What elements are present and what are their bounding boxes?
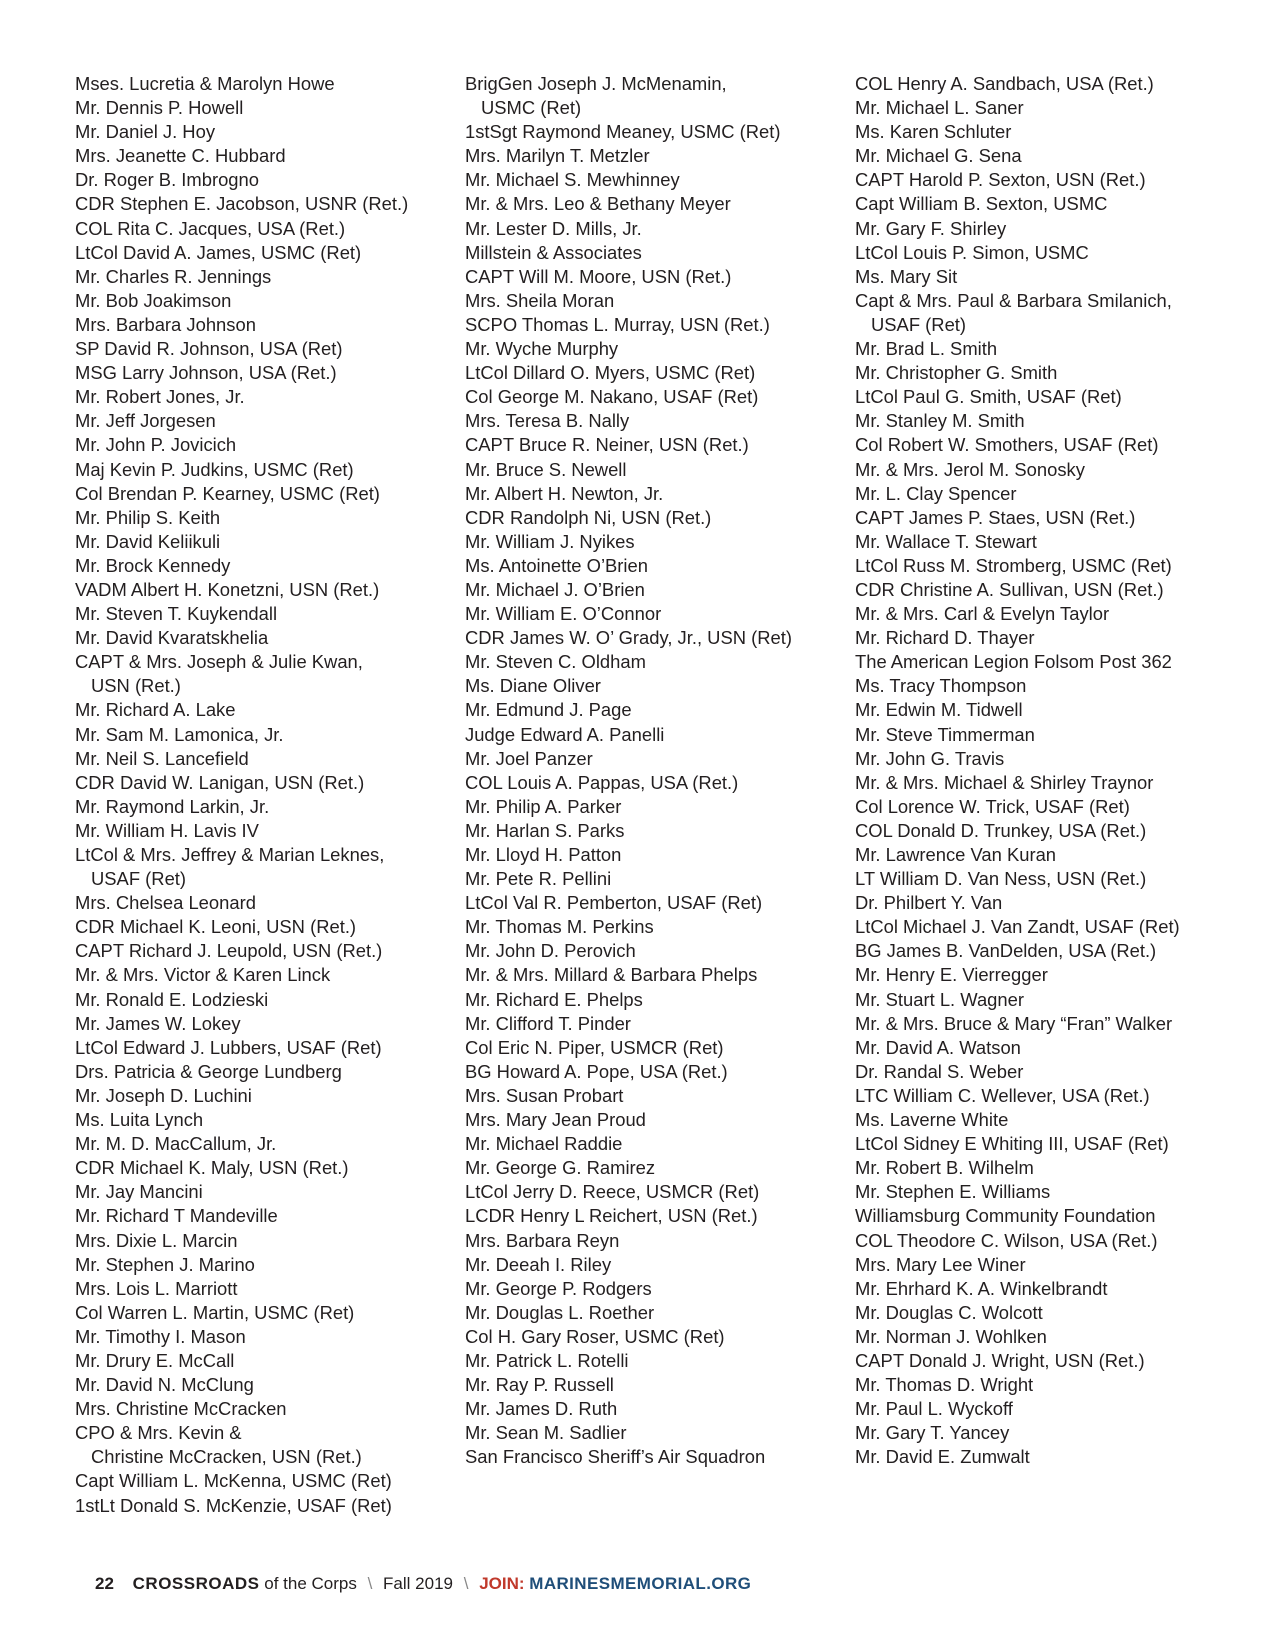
donor-name: Col Warren L. Martin, USMC (Ret): [75, 1301, 355, 1323]
join-label: JOIN:: [479, 1574, 525, 1593]
donor-name: Mr. Philip S. Keith: [75, 506, 221, 528]
donor-name: Mr. Dennis P. Howell: [75, 97, 244, 119]
donor-name: Mr. Charles R. Jennings: [75, 265, 272, 287]
donor-name: SP David R. Johnson, USA (Ret): [75, 338, 343, 360]
donor-name: Mr. James D. Ruth: [465, 1398, 618, 1420]
donor-name: Mr. Clifford T. Pinder: [465, 1012, 631, 1034]
donor-name: Col Eric N. Piper, USMCR (Ret): [465, 1036, 724, 1058]
donor-name: CPO & Mrs. Kevin &: [75, 1422, 242, 1444]
donor-name: LCDR Henry L Reichert, USN (Ret.): [465, 1205, 758, 1227]
donor-name: BG Howard A. Pope, USA (Ret.): [465, 1060, 728, 1082]
donor-name: Mr. Robert Jones, Jr.: [75, 386, 245, 408]
donor-column-2: [465, 72, 855, 1512]
donor-name: Mr. Ehrhard K. A. Winkelbrandt: [855, 1277, 1108, 1299]
donor-name: LtCol Val R. Pemberton, USAF (Ret): [465, 892, 763, 914]
website-link[interactable]: MARINESMEMORIAL.ORG: [529, 1574, 752, 1593]
donor-name: LtCol & Mrs. Jeffrey & Marian Leknes,: [75, 844, 385, 865]
donor-name: Mr. Richard E. Phelps: [465, 988, 643, 1010]
donor-name: Mrs. Chelsea Leonard: [75, 892, 256, 914]
donor-name: MSG Larry Johnson, USA (Ret.): [75, 362, 337, 384]
footer-separator: \: [463, 1574, 469, 1593]
donor-name: Mr. Henry E. Vierregger: [855, 964, 1048, 986]
donor-name: Dr. Roger B. Imbrogno: [75, 169, 259, 191]
donor-name: CDR David W. Lanigan, USN (Ret.): [75, 771, 365, 793]
donor-name: Mr. Norman J. Wohlken: [855, 1325, 1047, 1347]
page-number: 22: [95, 1574, 114, 1593]
donor-name: Col Robert W. Smothers, USAF (Ret): [855, 434, 1159, 456]
donor-name: Mr. Edwin M. Tidwell: [855, 699, 1023, 721]
donor-name: CDR Christine A. Sullivan, USN (Ret.): [855, 578, 1164, 600]
donor-name: Ms. Karen Schluter: [855, 121, 1012, 143]
donor-name: Mrs. Teresa B. Nally: [465, 410, 630, 432]
donor-name: VADM Albert H. Konetzni, USN (Ret.): [75, 578, 380, 600]
donor-name: Mr. Steven T. Kuykendall: [75, 603, 278, 625]
donor-name: Mr. Edmund J. Page: [465, 699, 632, 721]
magazine-brand: CROSSROADS: [132, 1574, 260, 1593]
donor-name: Mr. Brad L. Smith: [855, 338, 998, 360]
donor-name: COL Henry A. Sandbach, USA (Ret.): [855, 73, 1154, 94]
donor-name: Mr. George P. Rodgers: [465, 1277, 652, 1299]
donor-name: The American Legion Folsom Post 362: [855, 651, 1172, 673]
donor-name: LtCol Michael J. Van Zandt, USAF (Ret): [855, 916, 1180, 938]
donor-column-1: [75, 72, 465, 1516]
donor-name: CAPT Donald J. Wright, USN (Ret.): [855, 1349, 1145, 1371]
donor-name: Col Brendan P. Kearney, USMC (Ret): [75, 482, 380, 504]
donor-name: Maj Kevin P. Judkins, USMC (Ret): [75, 458, 354, 480]
donor-name: Mr. Timothy I. Mason: [75, 1325, 246, 1347]
donor-name: CDR Michael K. Maly, USN (Ret.): [75, 1157, 349, 1179]
donor-name: Mr. Steve Timmerman: [855, 723, 1035, 745]
donor-name: LT William D. Van Ness, USN (Ret.): [855, 868, 1147, 890]
donor-name: BG James B. VanDelden, USA (Ret.): [855, 940, 1157, 962]
donor-name: Mr. Brock Kennedy: [75, 554, 231, 576]
donor-name: Mr. & Mrs. Victor & Karen Linck: [75, 964, 331, 986]
donor-name: Mr. Lawrence Van Kuran: [855, 844, 1057, 865]
donor-name: USMC (Ret): [481, 97, 582, 119]
donor-name: Mrs. Marilyn T. Metzler: [465, 145, 650, 167]
donor-name: Mr. Bob Joakimson: [75, 289, 232, 311]
donor-name: Mr. Stanley M. Smith: [855, 410, 1025, 432]
donor-name: LtCol Louis P. Simon, USMC: [855, 241, 1089, 263]
donor-name: Mr. Christopher G. Smith: [855, 362, 1058, 384]
magazine-brand-suffix: of the Corps: [259, 1574, 357, 1593]
donor-name: LtCol Edward J. Lubbers, USAF (Ret): [75, 1036, 382, 1058]
donor-name: Mrs. Jeanette C. Hubbard: [75, 145, 286, 167]
donor-name: COL Rita C. Jacques, USA (Ret.): [75, 217, 346, 239]
donor-name: Mr. James W. Lokey: [75, 1012, 241, 1034]
donor-name: Mrs. Christine McCracken: [75, 1398, 287, 1420]
donor-name: Ms. Laverne White: [855, 1109, 1009, 1131]
donor-name: Mr. Sean M. Sadlier: [465, 1422, 627, 1444]
donor-name: Mr. Richard T Mandeville: [75, 1205, 278, 1227]
donor-name: Mr. Thomas M. Perkins: [465, 916, 654, 938]
donor-name: CAPT Harold P. Sexton, USN (Ret.): [855, 169, 1146, 191]
donor-name: Mr. William E. O’Connor: [465, 603, 662, 625]
donor-name: Mr. & Mrs. Bruce & Mary “Fran” Walker: [855, 1012, 1173, 1034]
donor-name: Mr. Michael L. Saner: [855, 97, 1024, 119]
donor-name: Mr. Michael G. Sena: [855, 145, 1022, 167]
donor-name: Mrs. Mary Jean Proud: [465, 1109, 646, 1131]
donor-name: CAPT Bruce R. Neiner, USN (Ret.): [465, 434, 749, 456]
donor-name: CAPT Richard J. Leupold, USN (Ret.): [75, 940, 383, 962]
donor-name: Millstein & Associates: [465, 241, 642, 263]
donor-name: Mrs. Lois L. Marriott: [75, 1277, 238, 1299]
donor-name: BrigGen Joseph J. McMenamin,: [465, 73, 727, 94]
donor-name: Mr. Stephen J. Marino: [75, 1253, 255, 1275]
donor-name: Mr. & Mrs. Carl & Evelyn Taylor: [855, 603, 1110, 625]
donor-name: Capt William L. McKenna, USMC (Ret): [75, 1470, 392, 1492]
donor-name: Ms. Tracy Thompson: [855, 675, 1027, 697]
donor-name: COL Louis A. Pappas, USA (Ret.): [465, 771, 739, 793]
donor-name: LTC William C. Wellever, USA (Ret.): [855, 1084, 1150, 1106]
donor-name: Drs. Patricia & George Lundberg: [75, 1060, 342, 1082]
donor-name: Mr. & Mrs. Leo & Bethany Meyer: [465, 193, 731, 215]
donor-name: Mr. Michael S. Mewhinney: [465, 169, 680, 191]
donor-name: LtCol David A. James, USMC (Ret): [75, 241, 362, 263]
donor-name: Mr. Drury E. McCall: [75, 1349, 235, 1371]
donor-name: Mrs. Barbara Johnson: [75, 313, 256, 335]
donor-name: Mr. Bruce S. Newell: [465, 458, 627, 480]
donor-name: Mr. Ray P. Russell: [465, 1374, 614, 1396]
donor-name: Mr. Stuart L. Wagner: [855, 988, 1024, 1010]
donor-name: Mr. Steven C. Oldham: [465, 651, 646, 673]
donor-name: Mr. Michael J. O’Brien: [465, 578, 645, 600]
donor-name: Ms. Luita Lynch: [75, 1109, 204, 1131]
donor-name: 1stLt Donald S. McKenzie, USAF (Ret): [75, 1494, 392, 1516]
donor-name: Ms. Diane Oliver: [465, 675, 601, 697]
donor-name: Mr. Daniel J. Hoy: [75, 121, 216, 143]
donor-name: Mr. Joel Panzer: [465, 747, 593, 769]
donor-name: Mr. Albert H. Newton, Jr.: [465, 482, 664, 504]
donor-name: Judge Edward A. Panelli: [465, 723, 665, 745]
donor-name: Mr. Thomas D. Wright: [855, 1374, 1034, 1396]
donor-name: Mr. David Keliikuli: [75, 530, 221, 552]
donor-name: CDR James W. O’ Grady, Jr., USN (Ret): [465, 627, 792, 649]
donor-name: LtCol Sidney E Whiting III, USAF (Ret): [855, 1133, 1169, 1155]
donor-name: Mr. Patrick L. Rotelli: [465, 1349, 629, 1371]
donor-name: CDR Stephen E. Jacobson, USNR (Ret.): [75, 193, 409, 215]
donor-name: USAF (Ret): [91, 868, 187, 890]
donor-name: Mr. Gary F. Shirley: [855, 217, 1007, 239]
donor-name: LtCol Jerry D. Reece, USMCR (Ret): [465, 1181, 760, 1203]
donor-name: Mr. Lloyd H. Patton: [465, 844, 622, 865]
donor-name: CAPT Will M. Moore, USN (Ret.): [465, 265, 732, 287]
donor-name: Mr. Richard D. Thayer: [855, 627, 1035, 649]
donor-name: Mr. David N. McClung: [75, 1374, 254, 1396]
donor-name: Mrs. Dixie L. Marcin: [75, 1229, 238, 1251]
donor-name: Mrs. Susan Probart: [465, 1084, 624, 1106]
donor-name: CDR Randolph Ni, USN (Ret.): [465, 506, 712, 528]
donor-name: Mr. William H. Lavis IV: [75, 819, 259, 841]
donor-name: LtCol Dillard O. Myers, USMC (Ret): [465, 362, 756, 384]
donor-name: Dr. Philbert Y. Van: [855, 892, 1003, 914]
donor-name: Mr. Richard A. Lake: [75, 699, 236, 721]
donor-name: Mr. David A. Watson: [855, 1036, 1021, 1058]
donor-name: Mr. Robert B. Wilhelm: [855, 1157, 1034, 1179]
donor-name: CAPT & Mrs. Joseph & Julie Kwan,: [75, 651, 363, 673]
donor-name: Mr. Pete R. Pellini: [465, 868, 612, 890]
donor-name: Capt & Mrs. Paul & Barbara Smilanich,: [855, 289, 1172, 311]
donor-name: SCPO Thomas L. Murray, USN (Ret.): [465, 313, 770, 335]
donor-name: 1stSgt Raymond Meaney, USMC (Ret): [465, 121, 781, 143]
page-footer: [95, 1574, 751, 1594]
donor-name: Mr. David E. Zumwalt: [855, 1446, 1030, 1468]
donor-name: Mr. Ronald E. Lodzieski: [75, 988, 269, 1010]
donor-name: Ms. Antoinette O’Brien: [465, 554, 648, 576]
donor-name: Mr. Raymond Larkin, Jr.: [75, 795, 270, 817]
donor-name: Mr. Michael Raddie: [465, 1133, 623, 1155]
donor-name: USAF (Ret): [871, 313, 967, 335]
donor-name: Col H. Gary Roser, USMC (Ret): [465, 1325, 725, 1347]
donor-name: Mr. & Mrs. Millard & Barbara Phelps: [465, 964, 758, 986]
donor-name: Williamsburg Community Foundation: [855, 1205, 1156, 1227]
donor-name: Christine McCracken, USN (Ret.): [91, 1446, 362, 1468]
footer-separator: \: [367, 1574, 373, 1593]
donor-name: Mr. Neil S. Lancefield: [75, 747, 249, 769]
donor-name: Mrs. Barbara Reyn: [465, 1229, 620, 1251]
donor-name: Mr. David Kvaratskhelia: [75, 627, 269, 649]
donor-name: COL Donald D. Trunkey, USA (Ret.): [855, 819, 1147, 841]
donor-name: Ms. Mary Sit: [855, 265, 958, 287]
donor-name: Mses. Lucretia & Marolyn Howe: [75, 73, 335, 94]
donor-name: Capt William B. Sexton, USMC: [855, 193, 1108, 215]
donor-name: Mr. Sam M. Lamonica, Jr.: [75, 723, 284, 745]
donor-name: Mr. Lester D. Mills, Jr.: [465, 217, 642, 239]
donor-name: Mr. & Mrs. Jerol M. Sonosky: [855, 458, 1085, 480]
donor-name: San Francisco Sheriff’s Air Squadron: [465, 1446, 766, 1468]
donor-name: Mrs. Sheila Moran: [465, 289, 615, 311]
donor-name: Mr. Wyche Murphy: [465, 338, 619, 360]
donor-name: Mr. John G. Travis: [855, 747, 1005, 769]
donor-name: Mr. John D. Perovich: [465, 940, 636, 962]
donor-name: CDR Michael K. Leoni, USN (Ret.): [75, 916, 357, 938]
donor-name: Mr. Stephen E. Williams: [855, 1181, 1051, 1203]
donor-name: Mr. Jay Mancini: [75, 1181, 203, 1203]
donor-name: COL Theodore C. Wilson, USA (Ret.): [855, 1229, 1158, 1251]
donor-column-3: [855, 72, 1225, 1512]
donor-name: Mr. L. Clay Spencer: [855, 482, 1017, 504]
donor-name: Col George M. Nakano, USAF (Ret): [465, 386, 759, 408]
donor-name: Mr. & Mrs. Michael & Shirley Traynor: [855, 771, 1154, 793]
donor-name: Mr. Douglas C. Wolcott: [855, 1301, 1043, 1323]
donor-name: Mr. Gary T. Yancey: [855, 1422, 1010, 1444]
donor-name: Mr. William J. Nyikes: [465, 530, 635, 552]
donor-name: Mr. Deeah I. Riley: [465, 1253, 612, 1275]
donor-name: LtCol Paul G. Smith, USAF (Ret): [855, 386, 1122, 408]
donor-name: Mr. Philip A. Parker: [465, 795, 622, 817]
donor-name: Mr. Wallace T. Stewart: [855, 530, 1037, 552]
donor-name: Mr. Jeff Jorgesen: [75, 410, 216, 432]
donor-name: Mr. Harlan S. Parks: [465, 819, 625, 841]
donor-name: Col Lorence W. Trick, USAF (Ret): [855, 795, 1130, 817]
donor-name: USN (Ret.): [91, 675, 181, 697]
donor-name: Mr. Paul L. Wyckoff: [855, 1398, 1013, 1420]
issue-label: Fall 2019: [383, 1574, 453, 1593]
donor-name: CAPT James P. Staes, USN (Ret.): [855, 506, 1136, 528]
donor-name: Mrs. Mary Lee Winer: [855, 1253, 1026, 1275]
donor-name: Mr. Douglas L. Roether: [465, 1301, 655, 1323]
donor-name: Mr. John P. Jovicich: [75, 434, 237, 456]
donor-name: Mr. George G. Ramirez: [465, 1157, 656, 1179]
donor-name: LtCol Russ M. Stromberg, USMC (Ret): [855, 554, 1172, 576]
donor-name: Dr. Randal S. Weber: [855, 1060, 1024, 1082]
donor-name: Mr. M. D. MacCallum, Jr.: [75, 1133, 277, 1155]
donor-list: [75, 72, 1225, 1516]
donor-name: Mr. Joseph D. Luchini: [75, 1084, 252, 1106]
